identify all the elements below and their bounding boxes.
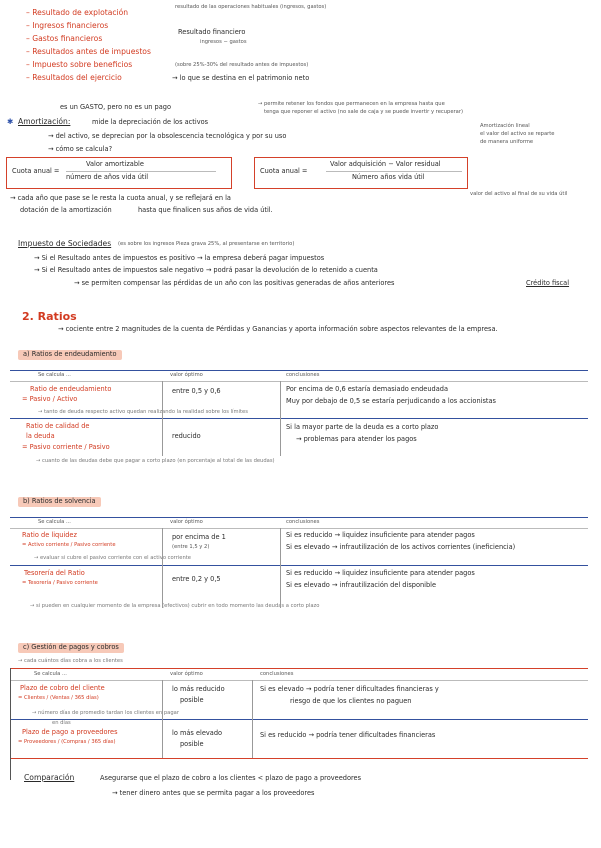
formula1-divider (66, 171, 216, 172)
treasury-conclusion-2: Si es elevado → infrautilización del disponible (286, 581, 437, 589)
solvency-header-optimal: valor óptimo (170, 519, 203, 525)
debt-quality-formula: = Pasivo corriente / Pasivo (22, 443, 110, 451)
collection-period-name: Plazo de cobro del cliente (20, 684, 105, 692)
debt-quality-value: reducido (172, 432, 201, 440)
debt-ratio-conclusion-1: Por encima de 0,6 estaría demasiado endeudada (286, 385, 448, 393)
linear-note-1: Amortización lineal (480, 123, 530, 129)
formula2-denominator: Número años vida útil (352, 173, 425, 181)
liquidity-ratio-value: por encima de 1 (172, 533, 226, 541)
collection-conclusion-1: Si es elevado → podría tener dificultades financieras y (260, 685, 439, 693)
debt-ratio-conclusion-2: Muy por debajo de 0,5 se estaría perjudicando a los accionistas (286, 397, 496, 405)
tax-credit-tag: Crédito fiscal (526, 279, 570, 287)
solvency-col-divider-2 (280, 528, 281, 608)
tax-line-negative: → Si el Resultado antes de impuestos sale negativo → podrá pasar la devolución de lo retenido a cuenta (34, 266, 378, 274)
amortization-bottom-2: dotación de la amortización (20, 206, 112, 214)
list-item-operating-result: – Resultado de explotación (26, 8, 129, 17)
bullet-icon: ✱ (7, 117, 14, 126)
treasury-ratio-name: Tesorería del Ratio (24, 569, 85, 577)
tax-line-positive: → Si el Resultado antes de impuestos es positivo → la empresa deberá pagar impuestos (34, 254, 325, 262)
debt-header-rule (10, 381, 588, 382)
comparison-label: Comparación (24, 773, 75, 782)
payments-table-top-rule (10, 668, 588, 669)
payments-bracket (10, 668, 11, 780)
debt-header-optimal: valor óptimo (170, 372, 203, 378)
retention-note-1: → permite retener los fondos que permanecen en la empresa hasta que (258, 101, 445, 107)
payments-title: c) Gestión de pagos y cobros (18, 643, 124, 653)
payments-header-rule (10, 680, 588, 681)
debt-quality-name-2: la deuda (26, 432, 55, 440)
solvency-row-divider (10, 565, 588, 566)
formula1-label: Cuota anual = (12, 167, 60, 175)
debt-row-divider (10, 418, 588, 419)
amortization-bottom-1: → cada año que pase se le resta la cuota anual, y se reflejará en la (10, 194, 231, 202)
debt-ratio-name: Ratio de endeudamiento (30, 385, 112, 393)
solvency-table-top-rule (10, 517, 588, 518)
debt-col-divider-2 (280, 381, 281, 456)
amortization-sub2: → cómo se calcula? (48, 145, 113, 153)
debt-quality-note: → cuanto de las deudas debe que pagar a corto plazo (en porcentaje al total de las deudas) (36, 458, 275, 464)
amortization-bottom-3: hasta que finalicen sus años de vida útil. (138, 206, 273, 214)
liquidity-conclusion-2: Si es elevado → infrautilización de los activos corrientes (ineficiencia) (286, 543, 516, 551)
debt-ratio-value: entre 0,5 y 0,6 (172, 387, 221, 395)
solvency-col-divider-1 (162, 528, 163, 608)
linear-note-2: el valor del activo se reparte (480, 131, 555, 137)
ratios-intro: → cociente entre 2 magnitudes de la cuenta de Pérdidas y Ganancias y aporta información sobre aspectos relevantes de la empresa. (58, 325, 498, 333)
list-item-result-before-tax: – Resultados antes de impuestos (26, 47, 151, 56)
collection-conclusion-2: riesgo de que los clientes no paguen (290, 697, 412, 705)
solvency-header-rule (10, 528, 588, 529)
gasto-note: es un GASTO, pero no es un pago (60, 103, 171, 111)
collection-period-value-2: posible (180, 696, 204, 704)
net-result-note: → lo que se destina en el patrimonio neto (172, 74, 310, 82)
payments-col-divider-2 (252, 680, 253, 758)
supplier-payment-formula: = Proveedores / (Compras / 365 días) (18, 739, 116, 745)
debt-quality-name-1: Ratio de calidad de (26, 422, 90, 430)
treasury-ratio-value: entre 0,2 y 0,5 (172, 575, 221, 583)
debt-ratio-note: → tanto de deuda respecto activo quedan realizando la realidad sobre los límites (38, 409, 248, 415)
debt-header-conclusions: conclusiones (286, 372, 320, 378)
payments-row-divider (10, 719, 588, 720)
solvency-header-calc: Se calcula ... (38, 519, 71, 525)
residual-value-note: valor del activo al final de su vida útil (470, 191, 568, 197)
debt-quality-conclusion-1: Si la mayor parte de la deuda es a corto plazo (286, 423, 439, 431)
payments-subtitle: → cada cuántos días cobra a los clientes (18, 658, 123, 664)
list-item-corporate-tax: – Impuesto sobre beneficios (26, 60, 133, 69)
liquidity-ratio-formula: = Activo corriente / Pasivo corriente (22, 542, 116, 548)
list-item-financial-income: – Ingresos financieros (26, 21, 109, 30)
corporate-tax-title-note: (es sobre los ingresos Pieza grava 25%, al presentarse en territorio) (118, 241, 295, 247)
formula1-numerator: Valor amortizable (86, 160, 144, 168)
ratios-title: 2. Ratios (22, 310, 77, 323)
collection-period-formula: = Clientes / (Ventas / 365 días) (18, 695, 99, 701)
supplier-payment-value-1: lo más elevado (172, 729, 223, 737)
liquidity-ratio-name: Ratio de liquidez (22, 531, 77, 539)
supplier-payment-value-2: posible (180, 740, 204, 748)
list-item-financial-expenses: – Gastos financieros (26, 34, 103, 43)
debt-header-calc: Se calcula ... (38, 372, 71, 378)
payments-table-bottom-rule (10, 758, 588, 759)
treasury-ratio-formula: = Tesorería / Pasivo corriente (22, 580, 98, 586)
payments-header-conclusions: conclusiones (260, 671, 294, 677)
amortization-definition: mide la depreciación de los activos (92, 118, 209, 126)
operating-result-note: resultado de las operaciones habituales (ingresos, gastos) (175, 4, 327, 10)
payments-header-optimal: valor óptimo (170, 671, 203, 677)
corporate-tax-note: (sobre 25%-30% del resultado antes de impuestos) (175, 62, 309, 68)
collection-note: → número días de promedio tardan los clientes en pagar (32, 710, 179, 716)
liquidity-note: → evaluar si cubre el pasivo corriente con el activo corriente (34, 555, 191, 561)
financial-result-label: Resultado financiero (178, 28, 246, 36)
amortization-sub1: → del activo, se deprecian por la obsolescencia tecnológica y por su uso (48, 132, 287, 140)
debt-quality-conclusion-2: → problemas para atender los pagos (296, 435, 417, 443)
retention-note-2: tenga que reponer el activo (no sale de caja y se puede invertir y recuperar) (264, 109, 463, 115)
supplier-payment-name: Plazo de pago a proveedores (22, 728, 118, 736)
liquidity-ratio-value-2: (entre 1,5 y 2) (172, 544, 210, 550)
debt-col-divider-1 (162, 381, 163, 456)
solvency-header-conclusions: conclusiones (286, 519, 320, 525)
treasury-note: → si pueden en cualquier momento de la empresa (efectivos) cubrir en todo momento las deudas a corto plazo (30, 603, 320, 609)
corporate-tax-title: Impuesto de Sociedades (18, 239, 112, 248)
debt-table-top-rule (10, 370, 588, 371)
collection-period-value-1: lo más reducido (172, 685, 225, 693)
tax-line-compensation: → se permiten compensar las pérdidas de un año con las positivas generadas de años anteriores (74, 279, 395, 287)
financial-result-note: ingresos − gastos (200, 39, 247, 45)
payments-col-divider-1 (162, 680, 163, 758)
list-item-net-result: – Resultados del ejercicio (26, 73, 122, 82)
formula1-denominator: número de años vida útil (66, 173, 149, 181)
comparison-text: Asegurarse que el plazo de cobro a los clientes < plazo de pago a proveedores (100, 774, 362, 782)
formula2-divider (326, 171, 462, 172)
payments-header-calc: Se calcula ... (34, 671, 67, 677)
liquidity-conclusion-1: Si es reducido → liquidez insuficiente para atender pagos (286, 531, 475, 539)
payments-days-tag: en días (52, 720, 71, 726)
solvency-ratios-title: b) Ratios de solvencia (18, 497, 101, 507)
debt-ratios-title: a) Ratios de endeudamiento (18, 350, 122, 360)
supplier-payment-conclusion: Si es reducido → podría tener dificultades financieras (260, 731, 436, 739)
formula2-label: Cuota anual = (260, 167, 308, 175)
comparison-sub: → tener dinero antes que se permita pagar a los proveedores (112, 789, 315, 797)
formula2-numerator: Valor adquisición − Valor residual (330, 160, 441, 168)
treasury-conclusion-1: Si es reducido → liquidez insuficiente para atender pagos (286, 569, 475, 577)
linear-note-3: de manera uniforme (480, 139, 534, 145)
amortization-label: Amortización: (18, 117, 71, 126)
debt-ratio-formula: = Pasivo / Activo (22, 395, 78, 403)
